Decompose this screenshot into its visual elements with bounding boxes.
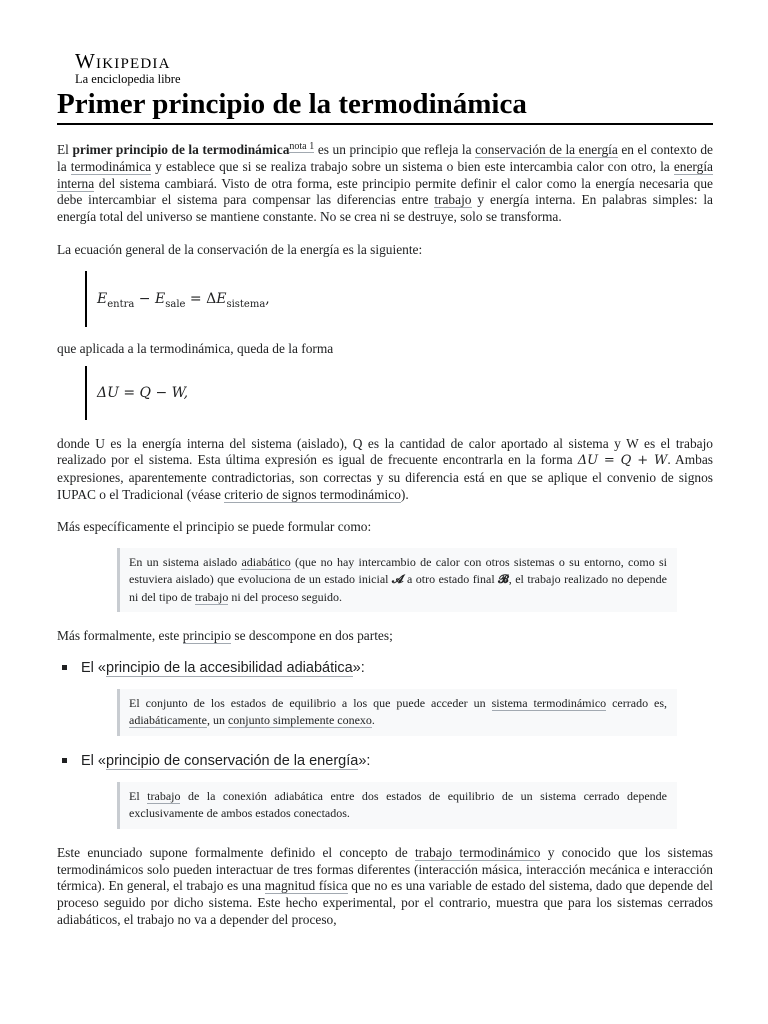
principle-list-2 xyxy=(57,752,713,770)
link-criterio-signos[interactable]: criterio de signos termodinámico xyxy=(224,486,401,502)
blockquote-accessibility: El conjunto de los estados de equilibrio a los que puede acceder un sistema termodinámico cerrado es, adiabáticamente, un conjunto simplemente conexo. xyxy=(117,689,677,736)
article-body xyxy=(57,142,713,929)
list-item: El «principio de la accesibilidad adiabática»: xyxy=(57,659,713,677)
link-energia-interna[interactable]: energía interna xyxy=(57,158,713,191)
formal-intro: Más formalmente, este principio se descompone en dos partes; xyxy=(57,628,393,644)
logo-wordmark: Wikipedia xyxy=(75,49,171,73)
final-paragraph: Este enunciado supone formalmente definido el concepto de trabajo termodinámico y conocido que los sistemas termodinámicos solo pueden interactuar de tres formas diferentes (interacción másica, interacción mecánica e interacción térmica). En general, el trabajo es una magnitud física que no es una variable de estado del sistema, dado que depende del proceso seguido por dicho sistema. Este hecho experimental, por el contrario, muestra que para los sistemas cerrados adiabáticos, el trabajo no va a depender del proceso, xyxy=(57,844,714,928)
blockquote-statement: En un sistema aislado adiabático (que no hay intercambio de calor con otros sistemas o su entorno, como si estuviera aislado) que evoluciona de un estado inicial 𝓐 a otro estado final 𝓑, el trabajo realizado no depende ni del tipo de trabajo ni del proceso seguido. xyxy=(117,548,677,613)
link-conservacion-energia-2[interactable]: principio de conservación de la energía xyxy=(106,752,359,769)
equation-2-intro: que aplicada a la termodinámica, queda de la forma xyxy=(57,340,334,356)
equation-intro: La ecuación general de la conservación de la energía es la siguiente: xyxy=(57,241,423,257)
link-conjunto-conexo[interactable]: conjunto simplemente conexo xyxy=(227,713,372,728)
footnote-link[interactable]: nota 1 xyxy=(289,140,315,152)
bold-term: primer principio de la termodinámica xyxy=(72,142,290,157)
state-b-symbol: 𝓑 xyxy=(498,572,509,587)
link-trabajo-quote-2[interactable]: trabajo xyxy=(147,788,181,803)
link-adiabatico[interactable]: adiabático xyxy=(241,554,291,569)
principle-list xyxy=(57,659,713,677)
link-trabajo-quote[interactable]: trabajo xyxy=(195,589,229,604)
link-principio[interactable]: principio xyxy=(182,628,232,644)
link-trabajo[interactable]: trabajo xyxy=(434,192,472,208)
link-adiabaticamente[interactable]: adiabáticamente xyxy=(129,713,207,728)
blockquote-conservation: El trabajo de la conexión adiabática entre dos estados de equilibrio de un sistema cerrado depende exclusivamente de ambos estados conectados. xyxy=(117,782,677,829)
logo-tagline: La enciclopedia libre xyxy=(75,72,181,86)
list-item: El «principio de conservación de la energía»: xyxy=(57,752,713,770)
link-conservacion-energia[interactable]: conservación de la energía xyxy=(475,142,618,157)
state-a-symbol: 𝓐 xyxy=(391,572,404,587)
bullet-icon xyxy=(62,758,67,763)
equation-2: ΔU = Q − W, xyxy=(85,366,713,420)
wikipedia-logo[interactable] xyxy=(75,49,181,86)
link-trabajo-termodinamico[interactable]: trabajo termodinámico xyxy=(414,844,541,860)
explanation-paragraph: donde U es la energía interna del sistema (aislado), Q es la cantidad de calor aportado al sistema y W es el trabajo realizado por el sistema. Esta última expresión es igual de frecuente encontrarla en la forma ΔU = Q + W. Ambas expresiones, aparentemente contradictorias, son correctas y su diferencia está en que se aplique el convenio de signos IUPAC o el Tradicional (véase criterio de signos termodinámico). xyxy=(57,435,713,502)
inline-formula: ΔU = Q + W xyxy=(577,453,668,469)
link-sistema-termodinamico[interactable]: sistema termodinámico xyxy=(491,695,607,710)
intro-paragraph: El primer principio de la termodinámica$^{nota 1}$ es un principio que refleja la conservación de la energía en el contexto de la termodinámica y establece que si se realiza trabajo sobre un sistema o bien este intercambia calor con otro, la energía interna del sistema cambiará. Visto de otra forma, este principio permite definir el calor como la energía necesaria que debe intercambiar el sistema para compensar las diferencias entre trabajo y energía interna. En palabras simples: la energía total del universo se mantiene constante. No se crea ni se destruye, solo se transforma. xyxy=(57,140,713,225)
page-title: Primer principio de la termodinámica xyxy=(57,86,713,125)
specific-intro: Más específicamente el principio se puede formular como: xyxy=(57,518,372,534)
bullet-icon xyxy=(62,665,67,670)
link-termodinamica[interactable]: termodinámica xyxy=(70,158,152,174)
link-accesibilidad-adiabatica[interactable]: principio de la accesibilidad adiabática xyxy=(106,659,353,676)
link-magnitud-fisica[interactable]: magnitud física xyxy=(264,878,348,894)
equation-1: $E_{entra} - E_{sale} = \Delta E_{sistema}$, xyxy=(85,271,713,327)
